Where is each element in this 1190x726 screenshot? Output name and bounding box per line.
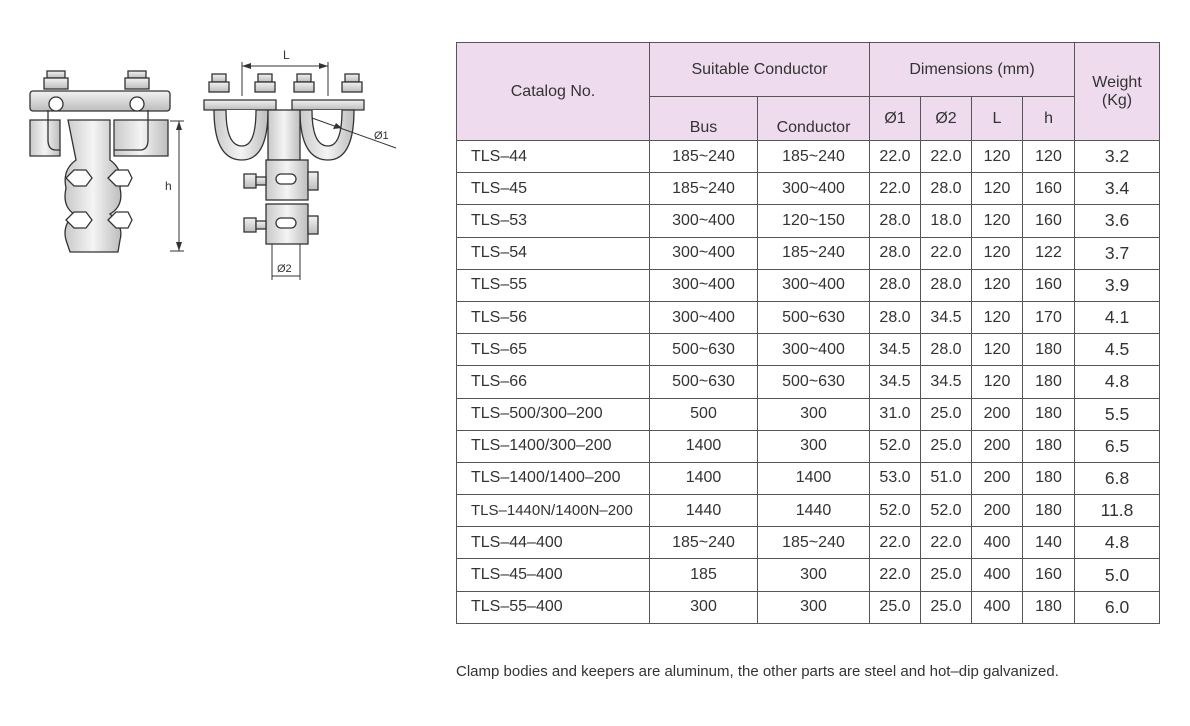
cell-conductor: 1400 (758, 462, 870, 494)
front-view (204, 62, 396, 280)
cell-h: 160 (1023, 173, 1075, 205)
cell-d2: 22.0 (921, 237, 972, 269)
cell-h: 170 (1023, 301, 1075, 333)
dim-h-label: h (165, 179, 172, 193)
cell-catalog: TLS–54 (457, 237, 650, 269)
cell-bus: 300~400 (650, 301, 758, 333)
cell-conductor: 500~630 (758, 366, 870, 398)
cell-h: 160 (1023, 205, 1075, 237)
cell-conductor: 1440 (758, 495, 870, 527)
cell-d2: 22.0 (921, 527, 972, 559)
cell-weight: 6.8 (1075, 462, 1160, 494)
cell-weight: 3.2 (1075, 141, 1160, 173)
cell-weight: 6.5 (1075, 430, 1160, 462)
table-row (457, 269, 1160, 301)
cell-d1: 28.0 (870, 205, 921, 237)
cell-d2: 34.5 (921, 301, 972, 333)
cell-weight: 4.5 (1075, 334, 1160, 366)
cell-weight: 5.0 (1075, 559, 1160, 591)
cell-L: 200 (972, 495, 1023, 527)
cell-d2: 18.0 (921, 205, 972, 237)
header-weight-line1: Weight (1092, 73, 1142, 91)
header-suitable-conductor: Suitable Conductor (650, 43, 870, 97)
cell-bus: 1400 (650, 462, 758, 494)
cell-h: 180 (1023, 398, 1075, 430)
cell-h: 180 (1023, 430, 1075, 462)
header-weight (1075, 43, 1160, 141)
cell-conductor: 300 (758, 398, 870, 430)
cell-catalog: TLS–53 (457, 205, 650, 237)
header-d1: Ø1 (870, 97, 921, 141)
cell-catalog: TLS–45 (457, 173, 650, 205)
table-row (457, 462, 1160, 494)
dim-d1-label: Ø1 (374, 130, 389, 142)
clamp-technical-drawing (0, 0, 440, 300)
header-h: h (1023, 97, 1075, 141)
cell-d2: 51.0 (921, 462, 972, 494)
cell-bus: 300~400 (650, 205, 758, 237)
cell-bus: 500~630 (650, 366, 758, 398)
cell-conductor: 300 (758, 430, 870, 462)
table-row (457, 334, 1160, 366)
cell-bus: 1440 (650, 495, 758, 527)
cell-L: 200 (972, 430, 1023, 462)
cell-catalog: TLS–44–400 (457, 527, 650, 559)
cell-conductor: 300~400 (758, 173, 870, 205)
cell-conductor: 300~400 (758, 269, 870, 301)
cell-weight: 6.0 (1075, 591, 1160, 623)
cell-bus: 300 (650, 591, 758, 623)
cell-weight: 3.6 (1075, 205, 1160, 237)
cell-conductor: 300 (758, 559, 870, 591)
cell-weight: 3.7 (1075, 237, 1160, 269)
cell-d1: 34.5 (870, 334, 921, 366)
cell-weight: 11.8 (1075, 495, 1160, 527)
header-conductor: Conductor (758, 97, 870, 141)
cell-h: 160 (1023, 559, 1075, 591)
cell-d1: 53.0 (870, 462, 921, 494)
cell-L: 400 (972, 591, 1023, 623)
cell-L: 120 (972, 141, 1023, 173)
cell-h: 180 (1023, 334, 1075, 366)
cell-d2: 52.0 (921, 495, 972, 527)
table-row (457, 205, 1160, 237)
cell-catalog: TLS–56 (457, 301, 650, 333)
cell-L: 120 (972, 334, 1023, 366)
cell-h: 140 (1023, 527, 1075, 559)
cell-h: 122 (1023, 237, 1075, 269)
cell-catalog: TLS–45–400 (457, 559, 650, 591)
cell-h: 180 (1023, 495, 1075, 527)
table-row (457, 430, 1160, 462)
side-view (30, 71, 184, 252)
cell-bus: 500 (650, 398, 758, 430)
table-row (457, 495, 1160, 527)
cell-bus: 300~400 (650, 237, 758, 269)
cell-d2: 28.0 (921, 269, 972, 301)
table-row (457, 591, 1160, 623)
cell-d2: 25.0 (921, 398, 972, 430)
cell-d1: 28.0 (870, 301, 921, 333)
table-row (457, 366, 1160, 398)
cell-d2: 25.0 (921, 430, 972, 462)
cell-conductor: 185~240 (758, 141, 870, 173)
cell-catalog: TLS–55–400 (457, 591, 650, 623)
header-catalog: Catalog No. (457, 43, 650, 141)
cell-catalog: TLS–500/300–200 (457, 398, 650, 430)
dim-d2-label: Ø2 (277, 263, 292, 275)
cell-conductor: 500~630 (758, 301, 870, 333)
cell-h: 180 (1023, 366, 1075, 398)
header-L: L (972, 97, 1023, 141)
cell-L: 400 (972, 559, 1023, 591)
cell-L: 120 (972, 205, 1023, 237)
cell-catalog: TLS–44 (457, 141, 650, 173)
header-dimensions: Dimensions (mm) (870, 43, 1075, 97)
table-row (457, 237, 1160, 269)
cell-bus: 1400 (650, 430, 758, 462)
cell-L: 200 (972, 398, 1023, 430)
cell-weight: 4.8 (1075, 366, 1160, 398)
cell-L: 120 (972, 366, 1023, 398)
cell-d1: 22.0 (870, 527, 921, 559)
cell-d1: 22.0 (870, 559, 921, 591)
spec-table (456, 42, 1160, 624)
cell-bus: 185~240 (650, 173, 758, 205)
cell-d2: 25.0 (921, 591, 972, 623)
cell-weight: 3.9 (1075, 269, 1160, 301)
header-bus: Bus (650, 97, 758, 141)
cell-catalog: TLS–55 (457, 269, 650, 301)
cell-weight: 3.4 (1075, 173, 1160, 205)
cell-d1: 52.0 (870, 495, 921, 527)
cell-h: 120 (1023, 141, 1075, 173)
cell-bus: 300~400 (650, 269, 758, 301)
cell-L: 200 (972, 462, 1023, 494)
header-weight-line2: (Kg) (1101, 91, 1133, 109)
cell-weight: 5.5 (1075, 398, 1160, 430)
table-row (457, 173, 1160, 205)
cell-weight: 4.1 (1075, 301, 1160, 333)
material-note: Clamp bodies and keepers are aluminum, the other parts are steel and hot–dip galvanized. (456, 663, 1059, 680)
cell-L: 120 (972, 173, 1023, 205)
cell-conductor: 300~400 (758, 334, 870, 366)
cell-d1: 25.0 (870, 591, 921, 623)
cell-catalog: TLS–1440N/1400N–200 (457, 495, 650, 527)
cell-h: 180 (1023, 462, 1075, 494)
cell-L: 120 (972, 237, 1023, 269)
cell-d2: 25.0 (921, 559, 972, 591)
cell-L: 120 (972, 301, 1023, 333)
cell-L: 120 (972, 269, 1023, 301)
cell-conductor: 120~150 (758, 205, 870, 237)
cell-catalog: TLS–65 (457, 334, 650, 366)
cell-weight: 4.8 (1075, 527, 1160, 559)
cell-L: 400 (972, 527, 1023, 559)
cell-h: 160 (1023, 269, 1075, 301)
header-d2: Ø2 (921, 97, 972, 141)
cell-catalog: TLS–1400/300–200 (457, 430, 650, 462)
cell-bus: 185 (650, 559, 758, 591)
cell-d2: 34.5 (921, 366, 972, 398)
dim-L-label: L (283, 48, 290, 62)
cell-catalog: TLS–1400/1400–200 (457, 462, 650, 494)
cell-bus: 185~240 (650, 141, 758, 173)
cell-d1: 34.5 (870, 366, 921, 398)
cell-conductor: 185~240 (758, 237, 870, 269)
cell-d1: 52.0 (870, 430, 921, 462)
cell-bus: 500~630 (650, 334, 758, 366)
table-row (457, 398, 1160, 430)
cell-d2: 22.0 (921, 141, 972, 173)
table-row (457, 301, 1160, 333)
spec-table-body (457, 141, 1160, 624)
cell-d1: 28.0 (870, 269, 921, 301)
table-row (457, 141, 1160, 173)
cell-h: 180 (1023, 591, 1075, 623)
table-row (457, 527, 1160, 559)
cell-d1: 28.0 (870, 237, 921, 269)
cell-conductor: 185~240 (758, 527, 870, 559)
table-row (457, 559, 1160, 591)
cell-conductor: 300 (758, 591, 870, 623)
cell-d1: 22.0 (870, 141, 921, 173)
cell-d2: 28.0 (921, 334, 972, 366)
cell-catalog: TLS–66 (457, 366, 650, 398)
cell-d1: 22.0 (870, 173, 921, 205)
cell-bus: 185~240 (650, 527, 758, 559)
cell-d2: 28.0 (921, 173, 972, 205)
cell-d1: 31.0 (870, 398, 921, 430)
